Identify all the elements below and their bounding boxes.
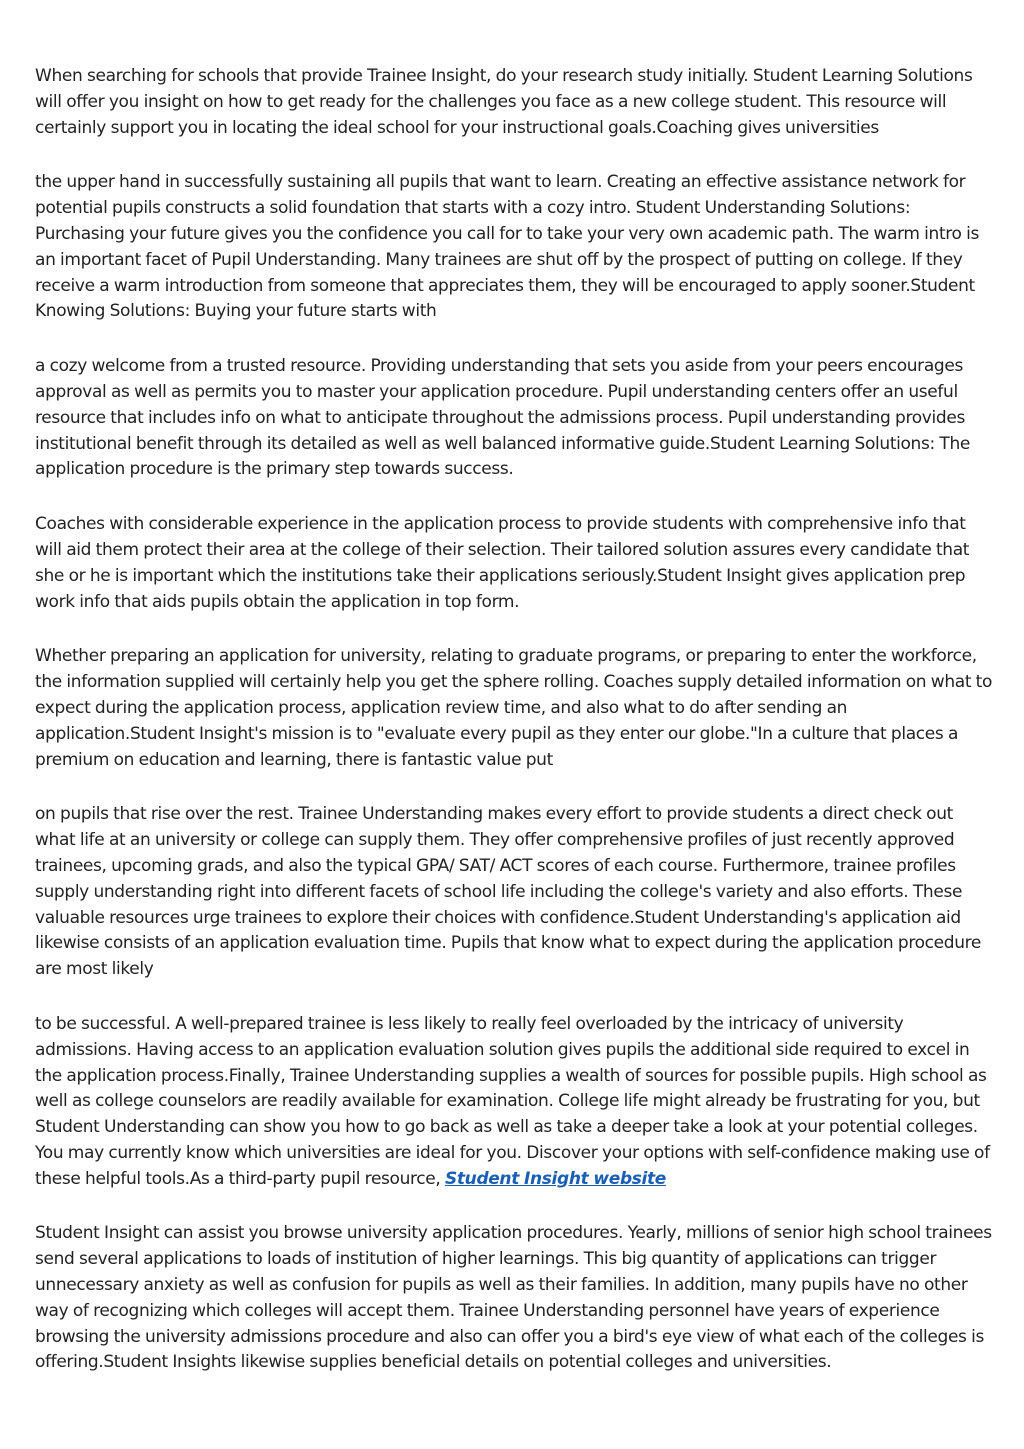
student-insight-link[interactable]: Student Insight website xyxy=(445,1168,666,1189)
paragraph-8: Student Insight can assist you browse university application procedures. Yearly, millions of senior high school trainees send several applications to loads of institution of higher learnings. This big quantity of applications can trigger unnecessary anxiety as well as confusion for pupils as well as their families. In addition, many pupils have no other way of recognizing which colleges will accept them. Trainee Understanding personnel have years of experience browsing the university admissions procedure and also can offer you a bird's eye view of what each of the colleges is offering.Student Insights likewise supplies beneficial details on potential colleges and universities. xyxy=(35,1223,992,1373)
paragraph-3: a cozy welcome from a trusted resource. Providing understanding that sets you aside from your peers encourages approval as well as permits you to master your application procedure. Pupil understanding centers offer an useful resource that includes info on what to anticipate throughout the admissions process. Pupil understanding provides institutional benefit through its detailed as well as well balanced informative guide.Student Learning Solutions: The application procedure is the primary step towards success. xyxy=(35,356,970,480)
paragraph-7 xyxy=(35,1012,995,1193)
paragraph-2: the upper hand in successfully sustaining all pupils that want to learn. Creating an effective assistance network for potential pupils constructs a solid foundation that starts with a cozy intro. Student Understanding Solutions: Purchasing your future gives you the confidence you call for to take your very own academic path. The warm intro is an important facet of Pupil Understanding. Many trainees are shut off by the prospect of putting on college. If they receive a warm introduction from someone that appreciates them, they will be encouraged to apply sooner.Student Knowing Solutions: Buying your future starts with xyxy=(35,172,980,322)
paragraph-5: Whether preparing an application for university, relating to graduate programs, or preparing to enter the workforce, the information supplied will certainly help you get the sphere rolling. Coaches supply detailed information on what to expect during the application process, application review time, and also what to do after sending an application.Student Insight's mission is to "evaluate every pupil as they enter our globe."In a culture that places a premium on education and learning, there is fantastic value put xyxy=(35,646,993,770)
paragraph-4: Coaches with considerable experience in the application process to provide students with comprehensive info that will aid them protect their area at the college of their selection. Their tailored solution assures every candidate that she or he is important which the institutions take their applications seriously.Student Insight gives application prep work info that aids pupils obtain the application in top form. xyxy=(35,514,970,612)
paragraph-6: on pupils that rise over the rest. Trainee Understanding makes every effort to provide students a direct check out what life at an university or college can supply them. They offer comprehensive profiles of just recently approved trainees, upcoming grads, and also the typical GPA/ SAT/ ACT scores of each course. Furthermore, trainee profiles supply understanding right into different facets of school life including the college's variety and also efforts. These valuable resources urge trainees to explore their choices with confidence.Student Understanding's application aid likewise consists of an application evaluation time. Pupils that know what to expect during the application procedure are most likely xyxy=(35,804,982,980)
document-body xyxy=(35,64,995,1376)
paragraph-1: When searching for schools that provide Trainee Insight, do your research study initially. Student Learning Solutions will offer you insight on how to get ready for the challenges you face as a new college student. This resource will certainly support you in locating the ideal school for your instructional goals.Coaching gives universities xyxy=(35,66,973,138)
paragraph-7-text: to be successful. A well-prepared trainee is less likely to really feel overloaded by the intricacy of university admissions. Having access to an application evaluation solution gives pupils the additional side required to excel in the application process.Finally, Trainee Understanding supplies a wealth of sources for possible pupils. High school as well as college counselors are readily available for examination. College life might already be frustrating for you, but Student Understanding can show you how to go back as well as take a deeper take a look at your potential colleges. You may currently know which universities are ideal for you. Discover your options with self-confidence making use of these helpful tools.As a third-party pupil resource, xyxy=(35,1013,990,1189)
